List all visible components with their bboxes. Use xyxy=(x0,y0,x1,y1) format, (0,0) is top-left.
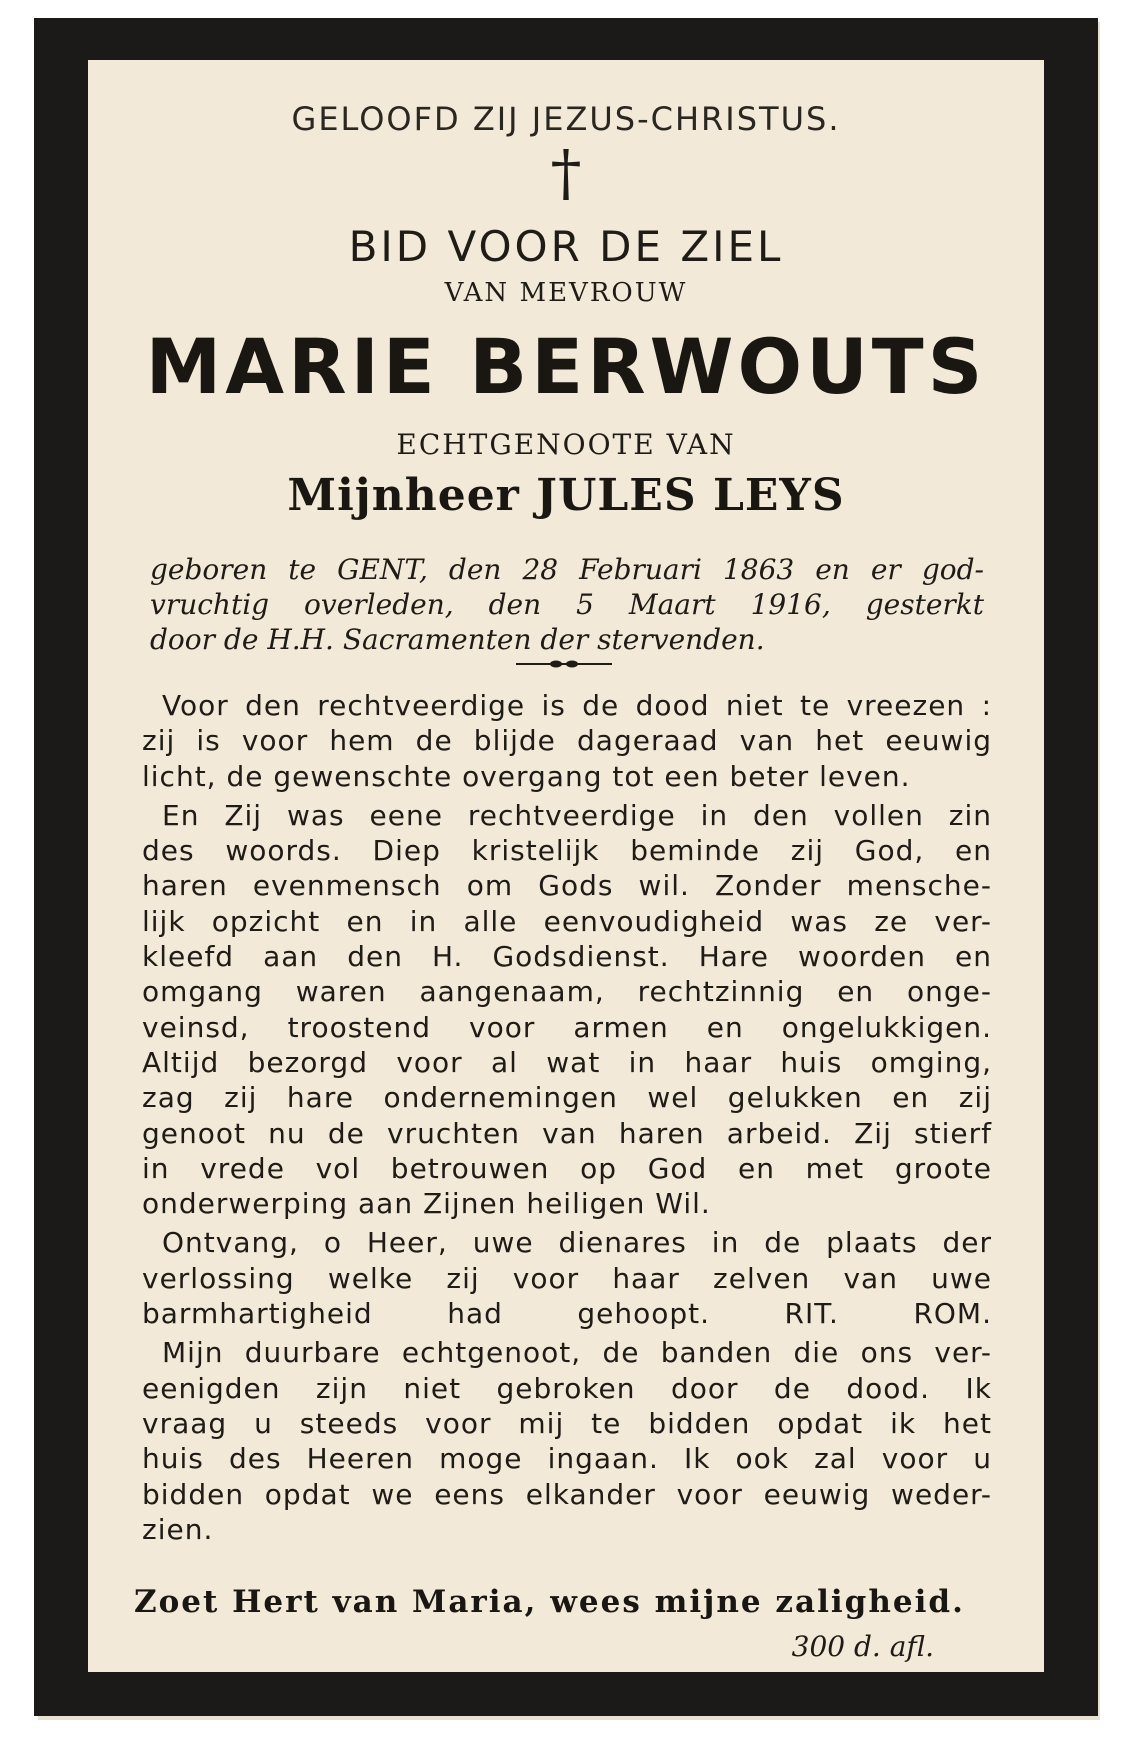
spouse-intro: ECHTGENOOTE VAN xyxy=(396,428,736,461)
body-line: zij is voor hem de blijde dageraad van het eeuwig xyxy=(142,724,992,758)
body-line: haren evenmensch om Gods wil. Zonder mensche- xyxy=(142,869,992,903)
birth-line: door de H.H. Sacramenten der stervenden. xyxy=(150,623,765,656)
body-line: kleefd aan den H. Godsdienst. Hare woorden en xyxy=(142,940,992,974)
body-line: genoot nu de vruchten van haren arbeid. Zij stierf xyxy=(142,1116,992,1150)
body-line: Ontvang, o Heer, uwe dienares in de plaats der xyxy=(162,1226,992,1260)
body-line: lijk opzicht en in alle eenvoudigheid was ze ver- xyxy=(142,904,992,938)
body-line: barmhartigheid had gehoopt. xyxy=(142,1297,711,1331)
birth-line: geboren te GENT, den 28 Februari 1863 en er god- xyxy=(150,553,984,586)
body-line: En Zij was eene rechtveerdige in den vollen zin xyxy=(162,798,992,832)
body-line: licht, de gewenschte overgang tot een beter leven. xyxy=(142,759,911,793)
body-line: veinsd, troostend voor armen en ongelukkigen. xyxy=(142,1010,992,1044)
body-line: Mijn duurbare echtgenoot, de banden die ons ver- xyxy=(162,1336,992,1370)
spouse-name: Mijnheer JULES LEYS xyxy=(287,470,845,521)
body-line: omgang waren aangenaam, rechtzinnig en onge- xyxy=(142,975,992,1009)
birth-death-paragraph xyxy=(150,552,984,657)
body-line: verlossing welke zij voor haar zelven van uwe xyxy=(142,1261,992,1295)
card-inner-panel xyxy=(88,60,1044,1672)
memorial-card xyxy=(34,18,1098,1716)
body-line: onderwerping aan Zijnen heiligen Wil. xyxy=(142,1187,711,1221)
body-line: in vrede vol betrouwen op God en met groote xyxy=(142,1151,992,1185)
body-line: Altijd bezorgd voor al wat in haar huis omging, xyxy=(142,1045,992,1079)
closing-prayer: Zoet Hert van Maria, wees mijne zaligheid. xyxy=(134,1584,965,1620)
divider-ornament-icon xyxy=(516,658,612,670)
body-line: Voor den rechtveerdige is de dood niet te vreezen : xyxy=(162,689,992,722)
body-line-with-source xyxy=(142,1296,992,1331)
body-line: bidden opdat we eens elkander voor eeuwig weder- xyxy=(142,1477,992,1511)
body-text xyxy=(142,688,992,1547)
van-line: VAN MEVROUW xyxy=(444,278,688,308)
body-line: des woords. Diep kristelijk beminde zij God, en xyxy=(142,834,992,868)
birth-line: vruchtig overleden, den 5 Maart 1916, gesterkt xyxy=(150,588,984,621)
top-line: GELOOFD ZIJ JEZUS-CHRISTUS. xyxy=(291,100,841,138)
prayer-line: BID VOOR DE ZIEL xyxy=(348,222,784,271)
body-line: eenigden zijn niet gebroken door de dood. Ik xyxy=(142,1371,992,1405)
cross-icon: † xyxy=(550,136,582,209)
source-citation: RIT. ROM. xyxy=(784,1297,992,1331)
body-line: zag zij hare ondernemingen wel gelukken en zij xyxy=(142,1081,992,1115)
deceased-name: MARIE BERWOUTS xyxy=(145,322,987,411)
indulgence-note: 300 d. afl. xyxy=(791,1630,934,1663)
body-line: zien. xyxy=(142,1512,214,1546)
body-line: huis des Heeren moge ingaan. Ik ook zal voor u xyxy=(142,1442,992,1476)
body-line: vraag u steeds voor mij te bidden opdat ik het xyxy=(142,1406,992,1440)
